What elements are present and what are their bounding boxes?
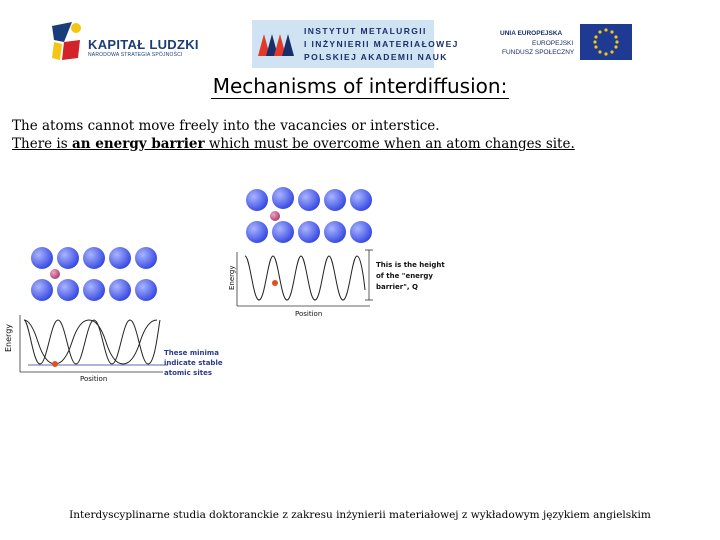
energy-axis-label-right: Energy: [228, 265, 236, 290]
body-text-line-2: [12, 136, 575, 152]
footer-text: Interdyscyplinarne studia doktoranckie z zakresu inżynierii materiałowej z wykładowym językiem angielskim: [69, 509, 651, 521]
kapital-ludzki-subtitle: NARODOWA STRATEGIA SPÓJNOŚCI: [88, 52, 183, 58]
slide-title: [0, 74, 720, 98]
position-axis-label-right: Position: [295, 310, 323, 318]
ue-line-3: FUNDUSZ SPOŁECZNY: [502, 49, 575, 56]
atom-marker-right: [272, 280, 278, 286]
energy-barrier-emphasis: an energy barrier: [71, 136, 205, 152]
interstitial-atom-left: [50, 269, 60, 279]
barrier-note-line-2: of the "energy: [376, 272, 433, 280]
body-text-line-1: The atoms cannot move freely into the vacancies or interstice.: [12, 118, 440, 134]
imim-line-1: INSTYTUT METALURGII: [304, 26, 427, 36]
atom-lattice-left: [31, 247, 157, 301]
energy-curve-right: [245, 256, 365, 300]
minima-note-line-3: atomic sites: [164, 369, 212, 377]
minima-note-line-1: These minima: [164, 349, 219, 357]
kapital-ludzki-title: KAPITAŁ LUDZKI: [88, 37, 199, 52]
barrier-note-line-3: barrier", Q: [376, 283, 418, 291]
eu-flag-icon: [580, 24, 632, 60]
kapital-ludzki-emblem-icon: [50, 20, 86, 64]
line2-prefix: There is: [12, 136, 72, 152]
atom-marker-left: [52, 361, 58, 367]
barrier-note-line-1: This is the height: [376, 261, 445, 269]
imim-line-2: I INŻYNIERII MATERIAŁOWEJ: [304, 39, 459, 49]
line2-suffix: which must be overcome when an atom changes site.: [204, 136, 575, 152]
slide-title-text: Mechanisms of interdiffusion:: [212, 74, 508, 98]
imim-emblem-icon: [256, 28, 296, 60]
energy-curve-left: [24, 320, 157, 364]
energy-axis-label-left: Energy: [4, 323, 13, 352]
energy-diagram-right: [225, 180, 385, 320]
imim-line-3: POLSKIEJ AKADEMII NAUK: [304, 52, 448, 62]
ue-line-1: UNIA EUROPEJSKA: [500, 30, 563, 37]
energy-diagram-left: [8, 240, 228, 390]
interstitial-atom-right: [270, 211, 280, 221]
ue-line-2: EUROPEJSKI: [532, 40, 574, 47]
imim-pan-logo: [252, 20, 459, 68]
minima-note-line-2: indicate stable: [164, 359, 223, 367]
position-axis-label-left: Position: [80, 375, 108, 383]
atom-lattice-right: [246, 187, 372, 243]
